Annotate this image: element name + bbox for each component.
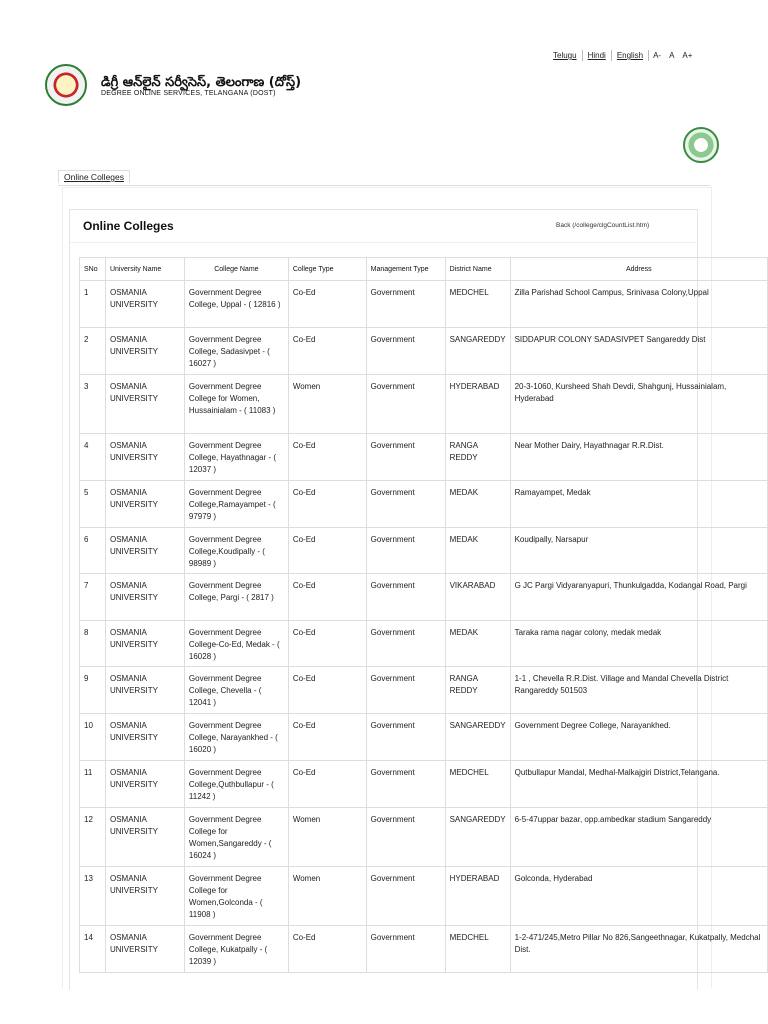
site-title-telugu: డిగ్రీ ఆన్‌లైన్ సర్వీసెస్, తెలంగాణ (దోస్త్) — [101, 75, 302, 90]
cell-district: VIKARABAD — [445, 574, 510, 621]
cell-college: Government Degree College-Co-Ed, Medak - ( 16028 ) — [184, 621, 288, 667]
cell-college-type: Co-Ed — [288, 434, 366, 481]
cell-college: Government Degree College,Quthbullapur - ( 11242 ) — [184, 761, 288, 808]
cell-sno: 11 — [80, 761, 106, 808]
cell-address: G JC Pargi Vidyaranyapuri, Thunkulgadda, Kodangal Road, Pargi — [510, 574, 767, 621]
cell-university: OSMANIA UNIVERSITY — [105, 761, 184, 808]
cell-district: HYDERABAD — [445, 867, 510, 926]
column-header-university: University Name — [105, 258, 184, 281]
cell-college-type: Co-Ed — [288, 281, 366, 328]
cell-district: RANGA REDDY — [445, 434, 510, 481]
cell-address: Golconda, Hyderabad — [510, 867, 767, 926]
table-viewport — [79, 257, 768, 975]
telangana-emblem-icon — [683, 127, 719, 163]
cell-address: Near Mother Dairy, Hayathnagar R.R.Dist. — [510, 434, 767, 481]
cell-sno: 1 — [80, 281, 106, 328]
cell-sno: 14 — [80, 926, 106, 973]
cell-address: Qutbullapur Mandal, Medhal-Malkajgiri District,Telangana. — [510, 761, 767, 808]
cell-sno: 9 — [80, 667, 106, 714]
cell-university: OSMANIA UNIVERSITY — [105, 714, 184, 761]
font-normal-button[interactable]: A — [669, 51, 675, 60]
table-row — [80, 281, 768, 328]
table-header-row — [80, 258, 768, 281]
table-row — [80, 574, 768, 621]
cell-district: MEDAK — [445, 528, 510, 574]
cell-college: Government Degree College, Uppal - ( 12816 ) — [184, 281, 288, 328]
cell-management: Government — [366, 281, 445, 328]
cell-address: Zilla Parishad School Campus, Srinivasa Colony,Uppal — [510, 281, 767, 328]
cell-college: Government Degree College, Sadasivpet - ( 16027 ) — [184, 328, 288, 375]
table-row — [80, 808, 768, 867]
cell-address: Ramayampet, Medak — [510, 481, 767, 528]
cell-sno: 5 — [80, 481, 106, 528]
cell-district: HYDERABAD — [445, 375, 510, 434]
lang-telugu-link[interactable]: Telugu — [553, 51, 577, 60]
page-title: Online Colleges — [83, 219, 174, 233]
cell-management: Government — [366, 926, 445, 973]
cell-college-type: Co-Ed — [288, 481, 366, 528]
table-row — [80, 761, 768, 808]
cell-college: Government Degree College for Women,Golconda - ( 11908 ) — [184, 867, 288, 926]
cell-college-type: Co-Ed — [288, 328, 366, 375]
divider — [70, 242, 696, 243]
cell-college: Government Degree College, Chevella - ( 12041 ) — [184, 667, 288, 714]
cell-district: SANGAREDDY — [445, 328, 510, 375]
cell-management: Government — [366, 867, 445, 926]
cell-address: Koudipally, Narsapur — [510, 528, 767, 574]
font-decrease-button[interactable]: A- — [653, 51, 662, 60]
table-row — [80, 328, 768, 375]
table-row — [80, 714, 768, 761]
cell-management: Government — [366, 808, 445, 867]
cell-address: 1-2-471/245,Metro Pillar No 826,Sangeethnagar, Kukatpally, Medchal Dist. — [510, 926, 767, 973]
cell-address: Government Degree College, Narayankhed. — [510, 714, 767, 761]
column-header-college: College Name — [184, 258, 288, 281]
cell-college-type: Co-Ed — [288, 528, 366, 574]
table-row — [80, 667, 768, 714]
cell-university: OSMANIA UNIVERSITY — [105, 481, 184, 528]
cell-sno: 12 — [80, 808, 106, 867]
cell-college: Government Degree College,Koudipally - ( 98989 ) — [184, 528, 288, 574]
column-header-address: Address — [510, 258, 767, 281]
cell-college: Government Degree College, Kukatpally - ( 12039 ) — [184, 926, 288, 973]
cell-college: Government Degree College for Women, Hussainialam - ( 11083 ) — [184, 375, 288, 434]
cell-sno: 13 — [80, 867, 106, 926]
cell-management: Government — [366, 621, 445, 667]
cell-management: Government — [366, 714, 445, 761]
cell-college: Government Degree College for Women,Sangareddy - ( 16024 ) — [184, 808, 288, 867]
table-row — [80, 434, 768, 481]
language-bar — [548, 50, 696, 61]
cell-management: Government — [366, 481, 445, 528]
cell-sno: 7 — [80, 574, 106, 621]
cell-address: SIDDAPUR COLONY SADASIVPET Sangareddy Dist — [510, 328, 767, 375]
tab-bar — [58, 170, 710, 186]
cell-university: OSMANIA UNIVERSITY — [105, 808, 184, 867]
cell-college-type: Co-Ed — [288, 714, 366, 761]
cell-district: RANGA REDDY — [445, 667, 510, 714]
cell-sno: 4 — [80, 434, 106, 481]
lang-hindi-link[interactable]: Hindi — [587, 51, 606, 60]
cell-management: Government — [366, 328, 445, 375]
cell-college: Government Degree College, Pargi - ( 2817 ) — [184, 574, 288, 621]
table-row — [80, 375, 768, 434]
font-increase-button[interactable]: A+ — [682, 51, 693, 60]
tab-online-colleges[interactable]: Online Colleges — [58, 170, 130, 183]
table-row — [80, 867, 768, 926]
cell-district: MEDCHEL — [445, 761, 510, 808]
cell-sno: 6 — [80, 528, 106, 574]
cell-university: OSMANIA UNIVERSITY — [105, 528, 184, 574]
cell-district: MEDAK — [445, 481, 510, 528]
cell-university: OSMANIA UNIVERSITY — [105, 867, 184, 926]
cell-college: Government Degree College, Narayankhed - ( 16020 ) — [184, 714, 288, 761]
cell-college-type: Co-Ed — [288, 621, 366, 667]
table-row — [80, 621, 768, 667]
cell-university: OSMANIA UNIVERSITY — [105, 926, 184, 973]
cell-address: 20-3-1060, Kursheed Shah Devdi, Shahgunj, Hussainialam, Hyderabad — [510, 375, 767, 434]
cell-sno: 3 — [80, 375, 106, 434]
cell-college-type: Co-Ed — [288, 926, 366, 973]
cell-sno: 8 — [80, 621, 106, 667]
table-row — [80, 528, 768, 574]
cell-university: OSMANIA UNIVERSITY — [105, 621, 184, 667]
site-brand — [101, 76, 301, 97]
cell-college-type: Women — [288, 808, 366, 867]
dost-logo-icon — [45, 64, 87, 106]
cell-college-type: Co-Ed — [288, 667, 366, 714]
cell-college-type: Women — [288, 375, 366, 434]
column-header-district: District Name — [445, 258, 510, 281]
cell-university: OSMANIA UNIVERSITY — [105, 281, 184, 328]
cell-university: OSMANIA UNIVERSITY — [105, 434, 184, 481]
cell-address: 6-5-47uppar bazar, opp.ambedkar stadium Sangareddy — [510, 808, 767, 867]
column-header-sno: SNo — [80, 258, 106, 281]
table-row — [80, 926, 768, 973]
cell-college: Government Degree College,Ramayampet - ( 97979 ) — [184, 481, 288, 528]
cell-university: OSMANIA UNIVERSITY — [105, 375, 184, 434]
column-header-college-type: College Type — [288, 258, 366, 281]
cell-district: MEDAK — [445, 621, 510, 667]
cell-management: Government — [366, 761, 445, 808]
cell-sno: 2 — [80, 328, 106, 375]
cell-college-type: Co-Ed — [288, 574, 366, 621]
cell-district: MEDCHEL — [445, 926, 510, 973]
cell-college-type: Women — [288, 867, 366, 926]
column-header-management: Management Type — [366, 258, 445, 281]
lang-english-link[interactable]: English — [616, 51, 644, 60]
cell-college: Government Degree College, Hayathnagar - ( 12037 ) — [184, 434, 288, 481]
cell-university: OSMANIA UNIVERSITY — [105, 667, 184, 714]
cell-district: SANGAREDDY — [445, 714, 510, 761]
cell-sno: 10 — [80, 714, 106, 761]
cell-address: 1-1 , Chevella R.R.Dist. Village and Mandal Chevella District Rangareddy 501503 — [510, 667, 767, 714]
cell-university: OSMANIA UNIVERSITY — [105, 328, 184, 375]
cell-management: Government — [366, 574, 445, 621]
site-title-english: DEGREE ONLINE SERVICES, TELANGANA (DOST) — [101, 90, 276, 97]
cell-district: SANGAREDDY — [445, 808, 510, 867]
table-body — [80, 281, 768, 973]
cell-management: Government — [366, 375, 445, 434]
cell-address: Taraka rama nagar colony, medak medak — [510, 621, 767, 667]
cell-management: Government — [366, 528, 445, 574]
cell-district: MEDCHEL — [445, 281, 510, 328]
colleges-table — [79, 257, 768, 973]
cell-university: OSMANIA UNIVERSITY — [105, 574, 184, 621]
cell-management: Government — [366, 434, 445, 481]
table-row — [80, 481, 768, 528]
back-link[interactable]: Back (/college/clgCountList.htm) — [556, 222, 650, 229]
cell-management: Government — [366, 667, 445, 714]
cell-college-type: Co-Ed — [288, 761, 366, 808]
